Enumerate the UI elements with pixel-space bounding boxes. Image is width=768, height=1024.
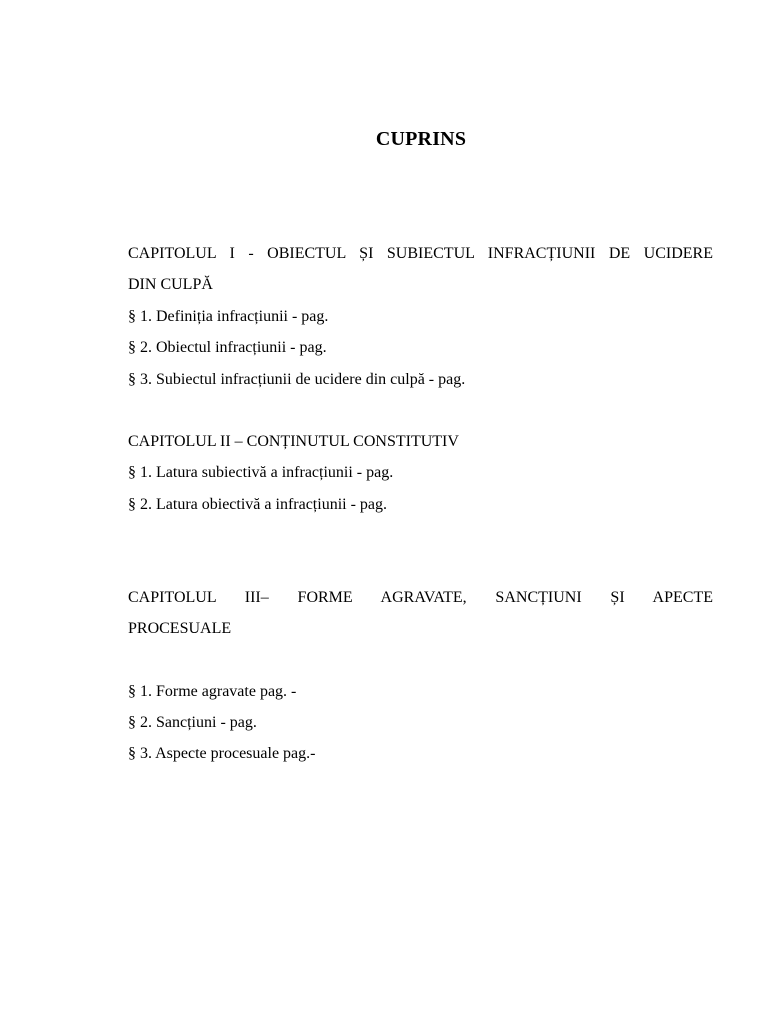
chapter-3-item-1: § 1. Forme agravate pag. - — [128, 683, 297, 700]
chapter-1-item-3: § 3. Subiectul infracțiunii de ucidere din culpă - pag. — [128, 371, 466, 388]
chapter-2-item-2: § 2. Latura obiectivă a infracțiunii - pag. — [128, 496, 388, 513]
chapter-2-item-1: § 1. Latura subiectivă a infracțiunii - pag. — [128, 464, 394, 481]
chapter-1-heading: CAPITOLUL I - OBIECTUL ȘI SUBIECTUL INFRACȚIUNII DE UCIDERE — [128, 245, 713, 262]
chapter-3-item-3: § 3. Aspecte procesuale pag.- — [128, 745, 316, 762]
chapter-1-heading-continued: DIN CULPĂ — [128, 276, 213, 293]
chapter-3-heading: CAPITOLUL III– FORME AGRAVATE, SANCȚIUNI ȘI APECTE — [128, 589, 713, 606]
chapter-1-item-2: § 2. Obiectul infracțiunii - pag. — [128, 339, 327, 356]
chapter-3-item-2: § 2. Sancțiuni - pag. — [128, 714, 257, 731]
chapter-1-item-1: § 1. Definiția infracțiunii - pag. — [128, 308, 329, 325]
page-title: CUPRINS — [375, 128, 467, 150]
chapter-2-heading: CAPITOLUL II – CONȚINUTUL CONSTITUTIV — [128, 433, 459, 450]
chapter-3-heading-continued: PROCESUALE — [128, 620, 232, 637]
